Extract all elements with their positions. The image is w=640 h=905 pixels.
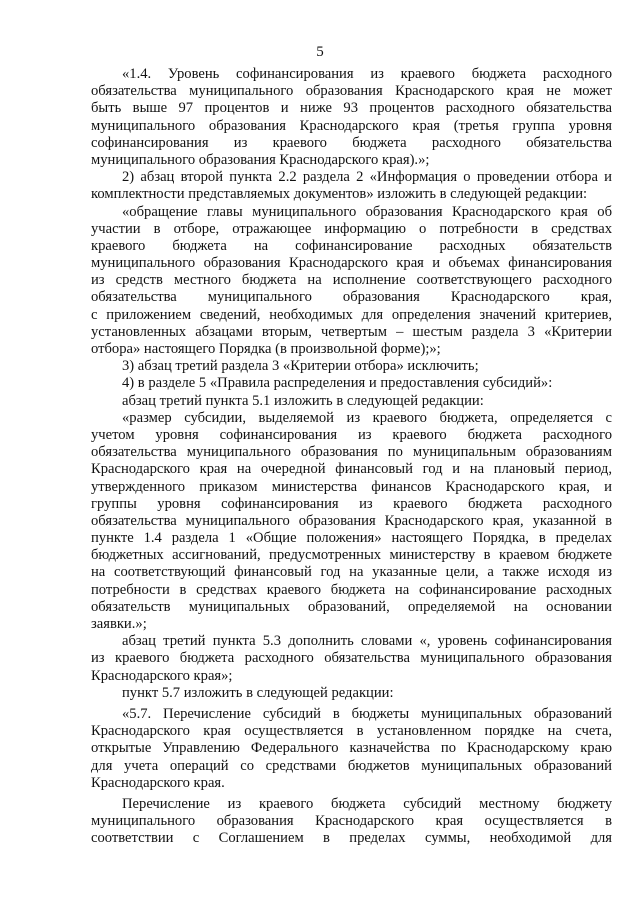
text-line: «1.4. Уровень софинансирования из краевого бюджета расходного [122, 66, 612, 82]
text-line: муниципального образования Краснодарского края и объемах финансирования [91, 255, 612, 272]
text-line: обязательства муниципального образования Краснодарского края, [91, 289, 612, 306]
text-line: отбора» настоящего Порядка (в произвольной форме);»; [91, 341, 441, 357]
text-line: для учета операций со средствами бюджетов муниципальных образований [91, 757, 612, 774]
text-line: краевого бюджета на софинансирование расходных обязательств [91, 237, 612, 254]
text-line: потребности в средствах краевого бюджета на софинансирование расходных [91, 581, 612, 598]
text-line: пункт 5.7 изложить в следующей редакции: [122, 684, 394, 701]
text-line: муниципального образования Краснодарского края осуществляется в [91, 813, 612, 830]
text-line: 3) абзац третий раздела 3 «Критерии отбора» исключить; [122, 358, 479, 375]
text-line: с приложением сведений, необходимых для определения значений критериев, [91, 306, 612, 323]
text-line: обязательства муниципального образования Краснодарского края, указанной в [91, 512, 612, 529]
text-line: обязательства муниципального образования по муниципальным образованиям [91, 444, 612, 461]
text-line: 2) абзац второй пункта 2.2 раздела 2 «Информация о проведении отбора и [122, 169, 612, 186]
text-line: «обращение главы муниципального образования Краснодарского края об [122, 203, 612, 220]
text-line: софинансирования из краевого бюджета расходного обязательства [91, 134, 612, 151]
text-line: бюджетных ассигнований, предусмотренных министерству в краевом бюджете [91, 547, 612, 564]
text-line: обязательства муниципального образования Краснодарского края не может [91, 83, 612, 100]
text-line: «размер субсидии, выделяемой из краевого бюджета, определяется с [122, 409, 612, 426]
text-line: соответствии с Соглашением в пределах суммы, необходимой для [91, 830, 612, 847]
text-line: Краснодарского края осуществляется в установленном порядке на счета, [91, 723, 612, 740]
text-line: быть выше 97 процентов и ниже 93 процентов расходного обязательства [91, 100, 612, 117]
text-line: Краснодарского края»; [91, 667, 233, 684]
text-line: из средств местного бюджета на исполнение соответствующего расходного [91, 272, 612, 289]
text-line: участии в отборе, отражающее информацию о потребности в средствах [91, 220, 612, 237]
document-body [91, 66, 612, 847]
text-line: Краснодарского края на очередной финансовый год и на плановый период, [91, 461, 612, 478]
text-line: пункте 1.4 раздела 1 «Общие положения» настоящего Порядка, в пределах [91, 530, 612, 547]
text-line: из краевого бюджета расходного обязательства муниципального образования [91, 650, 612, 667]
text-line: абзац третий пункта 5.3 дополнить словами «, уровень софинансирования [122, 633, 612, 650]
text-line: муниципального образования Краснодарского края).»; [91, 151, 430, 168]
text-line: муниципального образования Краснодарского края (третья группа уровня [91, 117, 612, 134]
text-line: комплектности представляемых документов» изложить в следующей редакции: [91, 186, 588, 203]
text-line: группы уровня софинансирования из краевого бюджета расходного [91, 495, 612, 512]
text-line: утвержденного приказом министерства финансов Краснодарского края, и [91, 478, 612, 495]
text-line: «5.7. Перечисление субсидий в бюджеты муниципальных образований [122, 705, 612, 722]
text-line: учетом уровня софинансирования из краевого бюджета расходного [91, 426, 612, 443]
text-line: 4) в разделе 5 «Правила распределения и предоставления субсидий»: [122, 375, 553, 392]
text-line: абзац третий пункта 5.1 изложить в следующей редакции: [122, 392, 484, 409]
text-line: Перечисление из краевого бюджета субсидий местному бюджету [122, 795, 612, 812]
text-line: Краснодарского края. [91, 774, 225, 791]
text-line: установленных абзацами вторым, четвертым – шестым раздела 3 «Критерии [91, 323, 612, 340]
text-line: на соответствующий финансовый год на указанные цели, а также исходя из [91, 564, 612, 581]
text-line: обязательств муниципальных образований, определяемой на основании [91, 598, 612, 615]
text-line: заявки.»; [91, 616, 147, 632]
page-number: 5 [316, 44, 324, 60]
text-line: открытые Управлению Федерального казначейства по Краснодарскому краю [91, 740, 612, 757]
